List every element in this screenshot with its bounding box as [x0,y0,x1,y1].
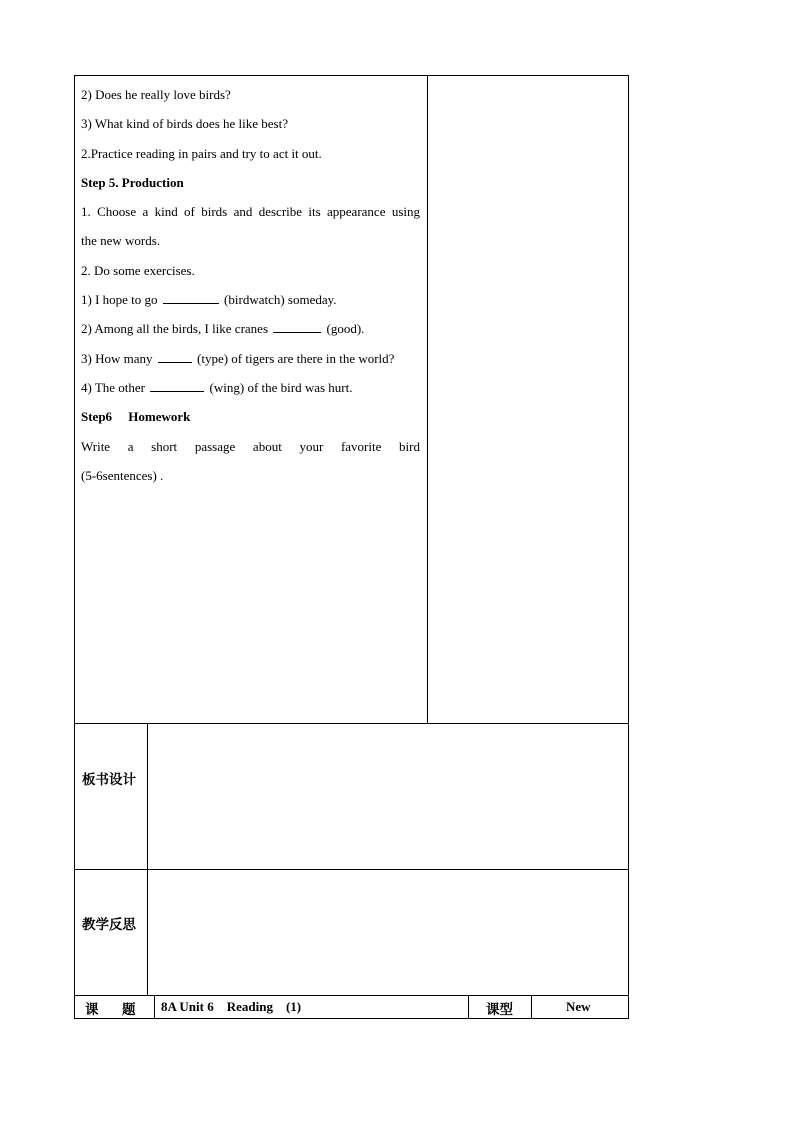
step6-line2: (5-6sentences) . [81,467,164,483]
step5-heading: Step 5. Production [81,174,184,190]
exercise-1-before: 1) I hope to go [81,292,158,308]
exercise-1-after: (birdwatch) someday. [224,292,337,308]
exercise-3-after: (type) of tigers are there in the world? [197,350,395,366]
teaching-reflection-label: 教学反思 [82,917,136,933]
section-divider-1 [74,723,629,724]
footer-divider-2 [468,995,469,1019]
exercise-4-after: (wing) of the bird was hurt. [209,379,353,395]
exercise-4 [81,377,420,406]
step6-heading: Step6 Homework [81,409,191,425]
exercise-2-blank [273,320,321,333]
practice-instruction: 2.Practice reading in pairs and try to act it out. [81,145,322,161]
section-divider-3 [74,995,629,996]
question-3: 3) What kind of birds does he like best? [81,116,288,132]
topic-label: 课 题 [85,1002,136,1018]
exercise-2-before: 2) Among all the birds, I like cranes [81,321,269,337]
exercise-4-before: 4) The other [81,379,146,395]
step5-item1-line1: 1. Choose a kind of birds and describe its appearance using [81,204,420,220]
exercise-3-blank [158,350,192,363]
type-label: 课型 [486,1002,513,1018]
exercise-3-before: 3) How many [81,350,153,366]
type-value: New [566,999,591,1014]
exercise-2-after: (good). [326,321,365,337]
right-column-divider [427,75,428,723]
section-divider-2 [74,869,629,870]
exercise-1 [81,289,420,318]
board-design-label: 板书设计 [82,772,136,788]
step5-item1-line2: the new words. [81,233,161,249]
exercise-2 [81,318,420,347]
label-column-divider [147,723,148,995]
step6-line1: Write a short passage about your favorite bird [81,438,420,454]
footer-divider-3 [531,995,532,1019]
exercise-3 [81,348,420,377]
lesson-procedure [81,84,420,494]
topic-value: 8A Unit 6 Reading (1) [161,999,302,1014]
step5-item2: 2. Do some exercises. [81,262,195,278]
footer-divider-1 [154,995,155,1019]
question-2: 2) Does he really love birds? [81,87,231,102]
exercise-1-blank [163,291,219,304]
exercise-4-blank [150,379,204,392]
